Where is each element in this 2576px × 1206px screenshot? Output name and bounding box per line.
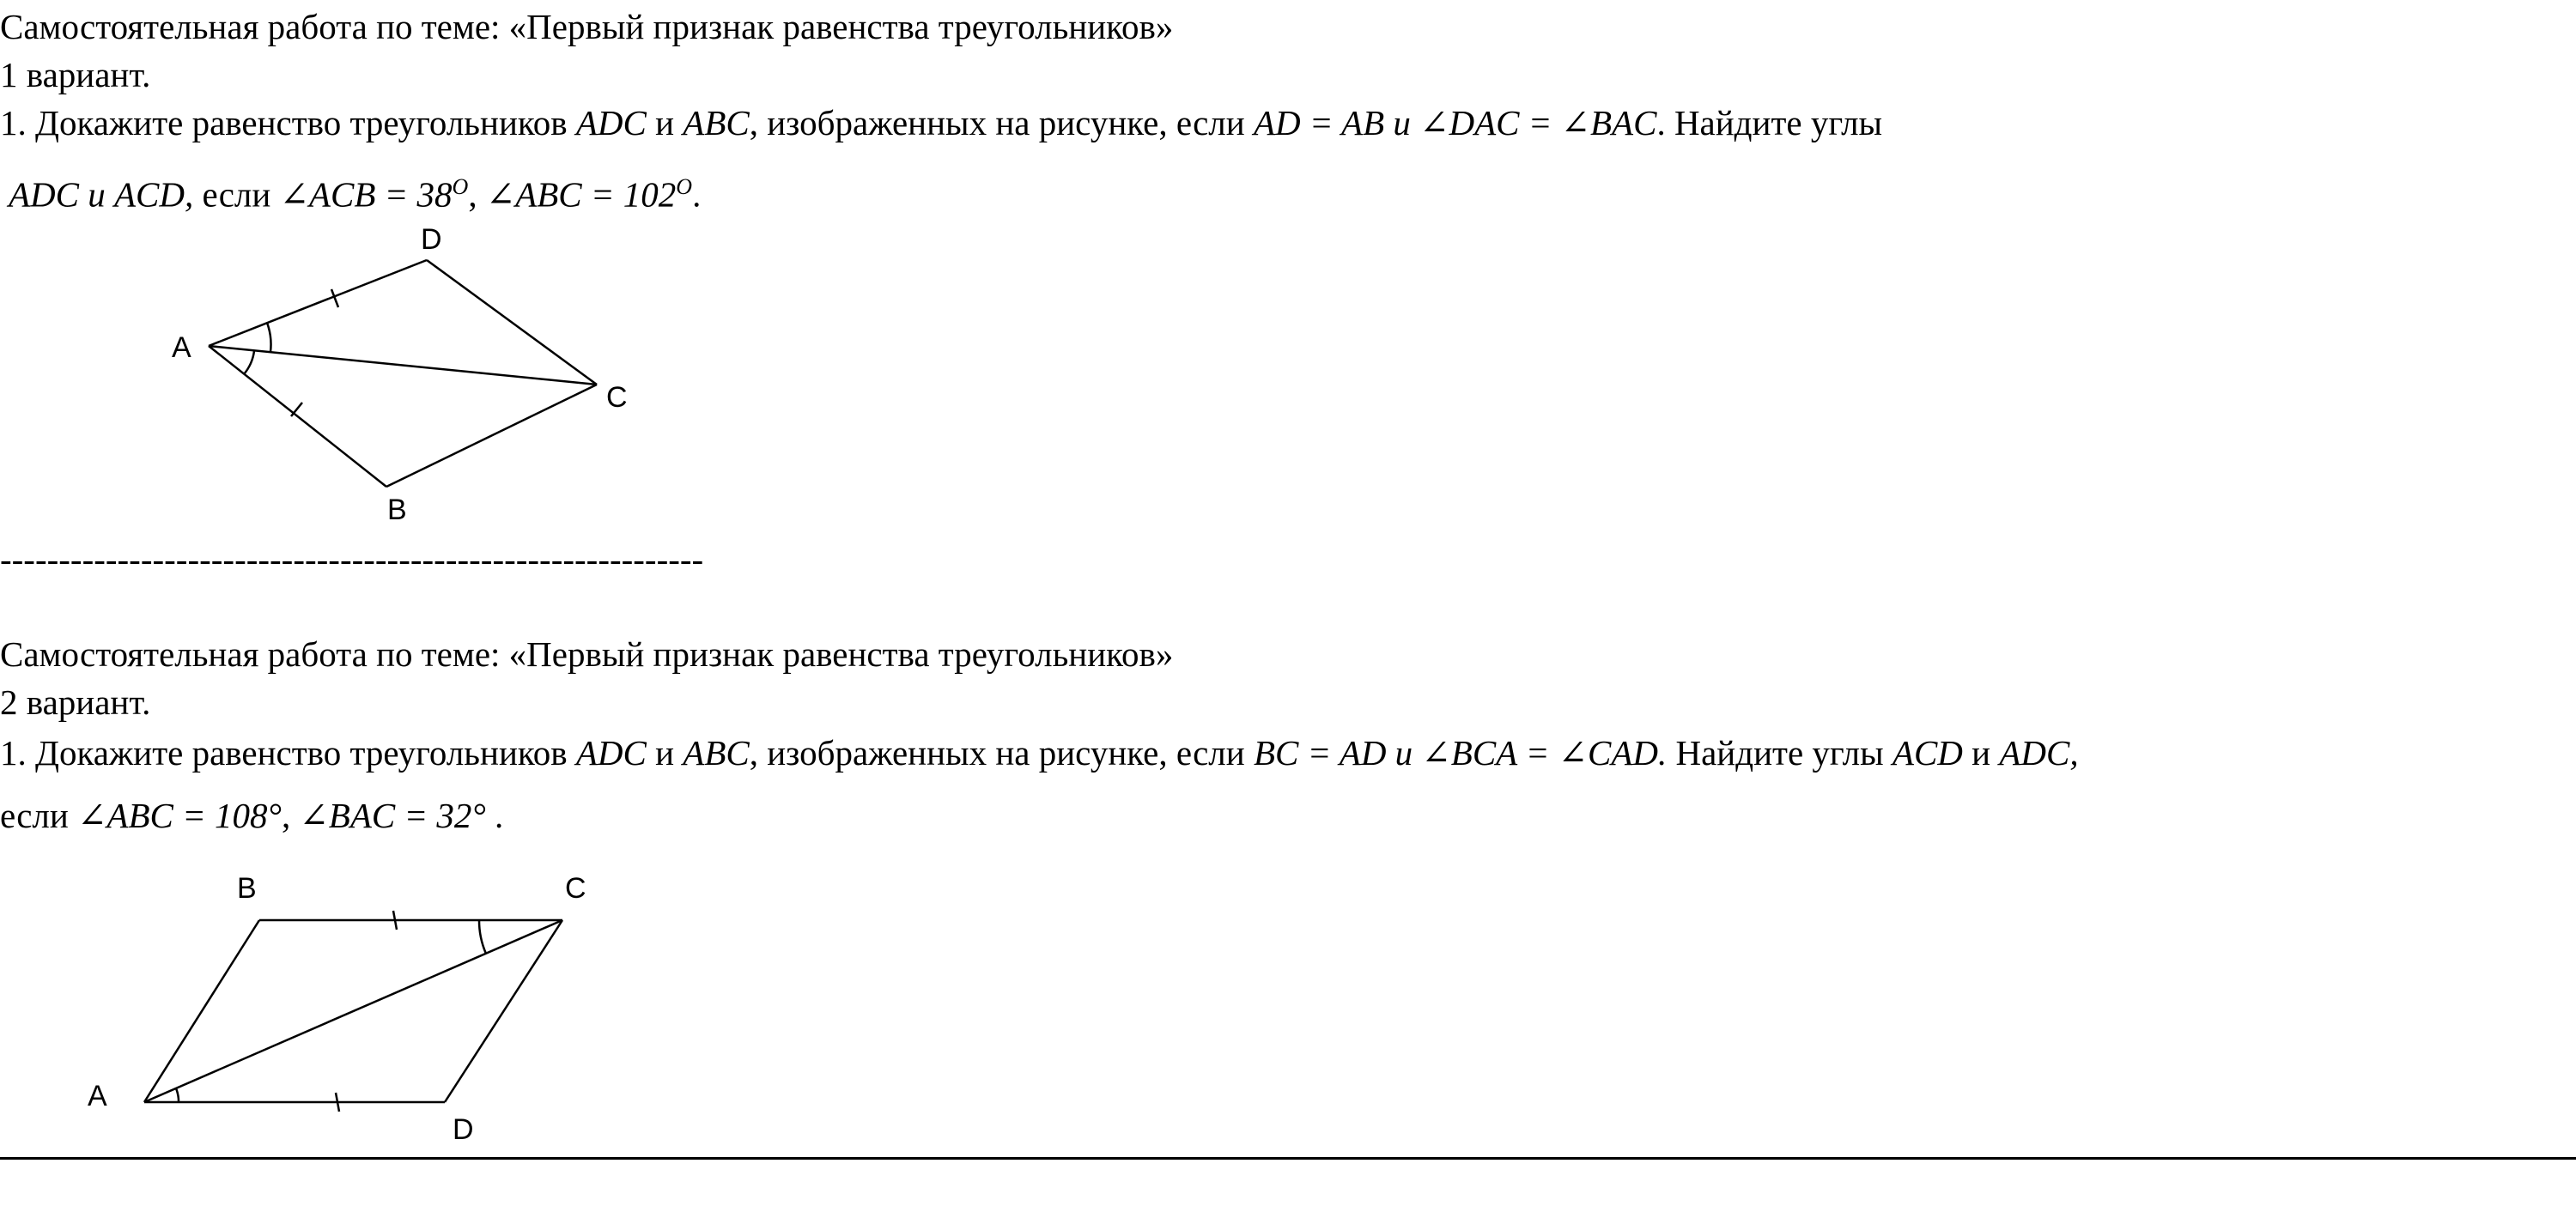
v1-comma: , (468, 174, 486, 215)
v2-angle1: ACD (1892, 733, 1963, 773)
v2-side-ab (144, 920, 259, 1102)
v1-side-bc (386, 385, 597, 487)
v2-task-prefix: 1. Докажите равенство треугольников (0, 733, 576, 773)
v2-angle-arc-cad (176, 1088, 179, 1102)
v1-given2: ∠ABC = 102 (485, 174, 677, 215)
v2-tri2: ABC (683, 733, 750, 773)
v1-variant-label: 1 вариант. (0, 55, 151, 94)
v1-label-d: D (421, 223, 442, 256)
v2-mid-text: , изображенных на рисунке, если (749, 733, 1254, 773)
v2-task-line2 (0, 794, 503, 837)
bottom-rule (0, 1157, 2576, 1160)
v2-angle-arc-bca (479, 920, 486, 954)
v1-given1: ∠ACB = 38 (279, 174, 453, 215)
v1-tri2: ABC (683, 103, 750, 142)
v2-title: Самостоятельная работа по теме: «Первый признак равенства треугольников» (0, 634, 1174, 674)
v1-angles: ADC и ACD, (9, 174, 194, 215)
v1-diagonal-ac (209, 346, 597, 385)
v2-tri1: ADC (575, 733, 647, 773)
v2-variant-label: 2 вариант. (0, 682, 151, 722)
v2-and2: и (1962, 733, 2000, 773)
v1-and: и (646, 103, 683, 142)
v2-find-text: Найдите углы (1667, 733, 1893, 773)
v1-figure (0, 0, 687, 549)
v2-given1: ∠ABC = 108° (77, 796, 282, 835)
v2-label-d: D (453, 1113, 474, 1146)
v2-comma: , (281, 796, 300, 835)
v1-label-a: A (172, 331, 191, 364)
v1-tick-ab (291, 403, 302, 416)
v1-mid-text: , изображенных на рисунке, если (749, 103, 1254, 142)
v1-angle-arc-bac (244, 351, 254, 374)
v1-given2-degree: O (676, 174, 693, 199)
v1-title: Самостоятельная работа по теме: «Первый признак равенства треугольников» (0, 7, 1174, 46)
v2-task-line1 (0, 731, 2079, 774)
v1-label-b: B (387, 494, 407, 526)
v2-figure (0, 841, 687, 1159)
v2-label-c: C (565, 872, 586, 905)
separator: ------------------------------------------------------------ (0, 539, 704, 579)
v2-label-a: A (88, 1080, 107, 1112)
v1-label-c: C (606, 381, 628, 414)
v1-angle-arc-dac (267, 323, 271, 352)
v2-angle2: ADC, (1999, 733, 2079, 773)
v1-task-prefix: 1. Докажите равенство треугольников (0, 103, 576, 142)
v2-given2: ∠BAC = 32° (299, 796, 486, 835)
v1-side-ad (209, 260, 427, 346)
v2-and: и (646, 733, 683, 773)
v1-end: . (692, 174, 702, 215)
v1-side-ab (209, 346, 386, 487)
v1-given1-degree: O (452, 174, 469, 199)
v1-if-text: если (193, 174, 280, 215)
v2-if-text: если (0, 796, 78, 835)
v2-side-cd (445, 920, 562, 1102)
v1-condition: AD = AB и ∠DAC = ∠BAC (1253, 103, 1657, 142)
v1-tri1: ADC (575, 103, 647, 142)
v2-end: . (485, 796, 504, 835)
v1-side-dc (427, 260, 597, 385)
v2-condition: BC = AD и ∠BCA = ∠CAD. (1253, 733, 1668, 773)
v2-label-b: B (237, 872, 257, 905)
v1-find-text: . Найдите углы (1656, 103, 1883, 142)
v2-diagonal-ac (144, 920, 562, 1102)
